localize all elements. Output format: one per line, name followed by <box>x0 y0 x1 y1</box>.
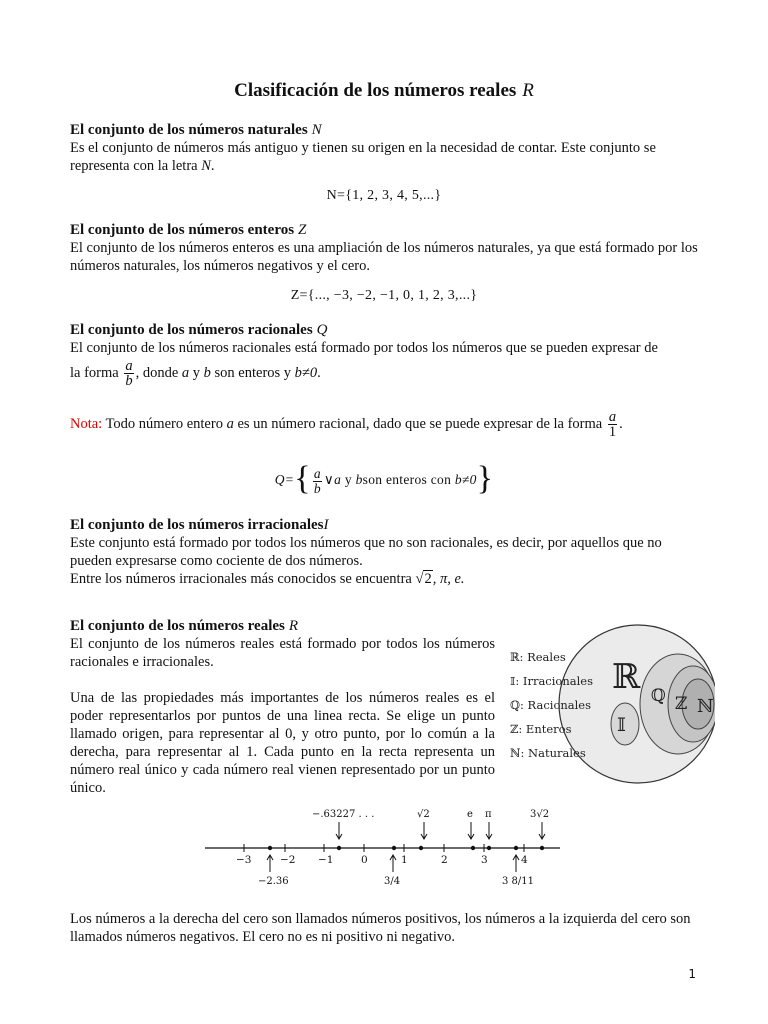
venn-label-n: ℕ <box>697 696 714 717</box>
heading-irracionales: El conjunto de los números irracionalesI <box>70 517 329 533</box>
section-reales <box>70 617 495 797</box>
text-closing: Los números a la derecha del cero son llamados números positivos, los números a la izquierda del cero son llamados números negativos. El cero no es ni positivo ni negativo. <box>70 911 691 945</box>
section-naturales <box>70 121 698 175</box>
venn-legend-naturales: ℕ: Naturales <box>510 746 586 760</box>
svg-text:3 8/11: 3 8/11 <box>502 876 534 887</box>
page-number: 1 <box>688 967 696 981</box>
text-racionales-1: El conjunto de los números racionales está formado por todos los números que se pueden expresar de <box>70 340 658 356</box>
title-symbol: R <box>522 80 534 101</box>
svg-text:2: 2 <box>441 854 448 866</box>
svg-text:−2: −2 <box>280 854 296 866</box>
nota-racionales: Nota: Todo número entero a es un número racional, dado que se puede expresar de la forma $\frac{a}{1}$ . <box>70 409 623 440</box>
venn-legend-racionales: ℚ: Racionales <box>510 698 592 712</box>
nota-label: Nota: <box>70 415 103 432</box>
heading-reales: El conjunto de los números reales R <box>70 618 299 634</box>
formula-naturales: N={1, 2, 3, 4, 5,...} <box>326 188 442 203</box>
text-reales-2: Una de las propiedades más importantes de los números reales es el poder representarlos por puntos de una linea recta. Se elige un punto llamado origen, para representar al 0, y otro punto, por lo común a la derecha, para representar al 1. Cada punto en la recta representa un número real único y cada número real vienen representado por un punto único. <box>70 690 495 796</box>
heading-enteros: El conjunto de los números enteros Z <box>70 222 307 238</box>
venn-label-r: ℝ <box>612 657 641 697</box>
venn-legend-irracionales: 𝕀: Irracionales <box>510 674 593 688</box>
venn-label-i: 𝕀 <box>617 714 626 736</box>
page-title: Clasificación de los números reales R <box>234 80 534 101</box>
venn-legend-enteros: ℤ: Enteros <box>510 722 572 736</box>
svg-text:−1: −1 <box>318 854 334 866</box>
text-irracionales-2: Entre los números irracionales más conocidos se encuentra √2, π, e. <box>70 571 465 587</box>
text-irracionales-1: Este conjunto está formado por todos los números que no son racionales, es decir, por aquellos que no pueden expresarse como cociente de dos números. <box>70 535 662 569</box>
venn-label-z: ℤ <box>675 694 688 714</box>
number-line-tick-labels <box>236 854 528 866</box>
text-racionales-2: la forma $\frac{a}{b}$ , donde a y b son enteros y b≠0. <box>70 358 321 389</box>
section-enteros <box>70 221 698 275</box>
formula-enteros: Z={..., −3, −2, −1, 0, 1, 2, 3,...} <box>290 288 478 303</box>
svg-text:−3: −3 <box>236 854 252 866</box>
text-naturales: Es el conjunto de números más antiguo y tienen su origen en la necesidad de contar. Este conjunto se representa con la letra N. <box>70 140 656 174</box>
number-line-below-labels <box>258 876 534 887</box>
venn-legend-reales: ℝ: Reales <box>510 650 566 664</box>
svg-text:3: 3 <box>481 854 488 866</box>
sqrt-2: √2 <box>415 571 432 587</box>
text-reales-1: El conjunto de los números reales está formado por todos los números racionales e irracionales. <box>70 636 495 670</box>
fraction-a-b: $\frac{a}{b}$ <box>125 358 133 389</box>
heading-naturales: El conjunto de los números naturales N <box>70 122 322 138</box>
svg-text:−2.36: −2.36 <box>258 876 289 887</box>
svg-text:√2: √2 <box>417 809 430 820</box>
heading-racionales: El conjunto de los números racionales Q <box>70 322 328 338</box>
svg-text:4: 4 <box>521 854 528 866</box>
number-line-above-labels <box>312 809 549 820</box>
svg-text:e: e <box>467 809 473 820</box>
svg-text:3√2: 3√2 <box>530 809 550 820</box>
venn-label-q: ℚ <box>651 686 666 706</box>
svg-text:3/4: 3/4 <box>384 876 401 887</box>
section-irracionales <box>70 516 698 588</box>
svg-text:1: 1 <box>401 854 408 866</box>
section-racionales <box>70 321 698 388</box>
fraction-a-1: $\frac{a}{1}$ <box>608 409 617 440</box>
svg-text:−.63227 . . .: −.63227 . . . <box>312 809 375 820</box>
text-enteros: El conjunto de los números enteros es una ampliación de los números naturales, ya que está formado por los números naturales, los números negativos y el cero. <box>70 240 698 274</box>
svg-text:0: 0 <box>361 854 368 866</box>
number-line <box>200 800 568 895</box>
formula-racionales: Q={ $\frac{a}{b}$ ∨a y bson enteros con b≠0} <box>274 460 494 497</box>
svg-text:π: π <box>485 809 492 820</box>
